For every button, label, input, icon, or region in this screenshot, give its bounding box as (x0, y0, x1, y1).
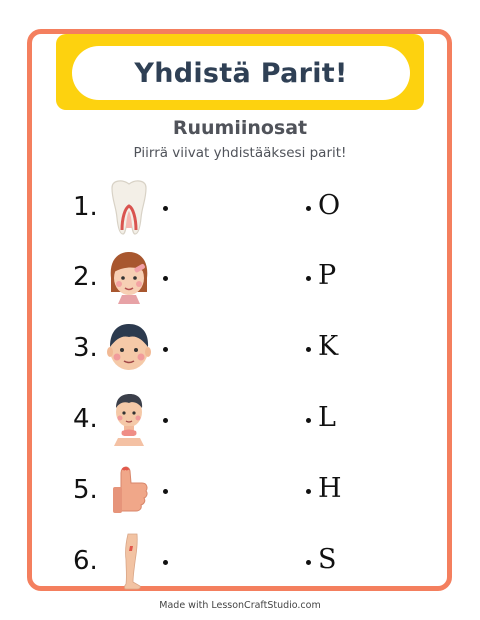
right-connector-dot[interactable] (306, 206, 311, 211)
match-letter: H (318, 473, 342, 504)
footer-credit: Made with LessonCraftStudio.com (159, 600, 321, 611)
left-connector-dot[interactable] (163, 276, 168, 281)
match-letter: O (318, 190, 341, 221)
match-row-5 (0, 461, 480, 521)
worksheet-instruction: Piirrä viivat yhdistääksesi parit! (133, 145, 347, 161)
item-number: 5. (73, 475, 98, 505)
left-connector-dot[interactable] (163, 489, 168, 494)
match-row-1 (0, 178, 480, 238)
match-row-6 (0, 532, 480, 592)
match-row-3 (0, 319, 480, 379)
match-row-4 (0, 390, 480, 450)
leg-icon (104, 532, 154, 590)
left-connector-dot[interactable] (163, 560, 168, 565)
right-connector-dot[interactable] (306, 560, 311, 565)
item-number: 6. (73, 546, 98, 576)
thumb-up-icon (104, 461, 154, 519)
match-letter: L (318, 402, 336, 433)
left-connector-dot[interactable] (163, 347, 168, 352)
match-letter: K (318, 331, 339, 362)
title-pill (72, 46, 410, 100)
neck-icon (104, 390, 154, 448)
right-connector-dot[interactable] (306, 418, 311, 423)
right-connector-dot[interactable] (306, 489, 311, 494)
item-number: 1. (73, 192, 98, 222)
tooth-icon (104, 178, 154, 236)
right-connector-dot[interactable] (306, 276, 311, 281)
match-row-2 (0, 248, 480, 308)
match-letter: P (318, 260, 337, 291)
item-number: 2. (73, 262, 98, 292)
girl-face-bandage-icon (104, 248, 154, 306)
boy-face-icon (104, 319, 154, 377)
item-number: 3. (73, 333, 98, 363)
left-connector-dot[interactable] (163, 418, 168, 423)
right-connector-dot[interactable] (306, 347, 311, 352)
item-number: 4. (73, 404, 98, 434)
left-connector-dot[interactable] (163, 206, 168, 211)
worksheet-subtitle: Ruumiinosat (172, 117, 308, 139)
match-letter: S (318, 544, 337, 575)
page-title: Yhdistä Parit! (134, 57, 348, 89)
